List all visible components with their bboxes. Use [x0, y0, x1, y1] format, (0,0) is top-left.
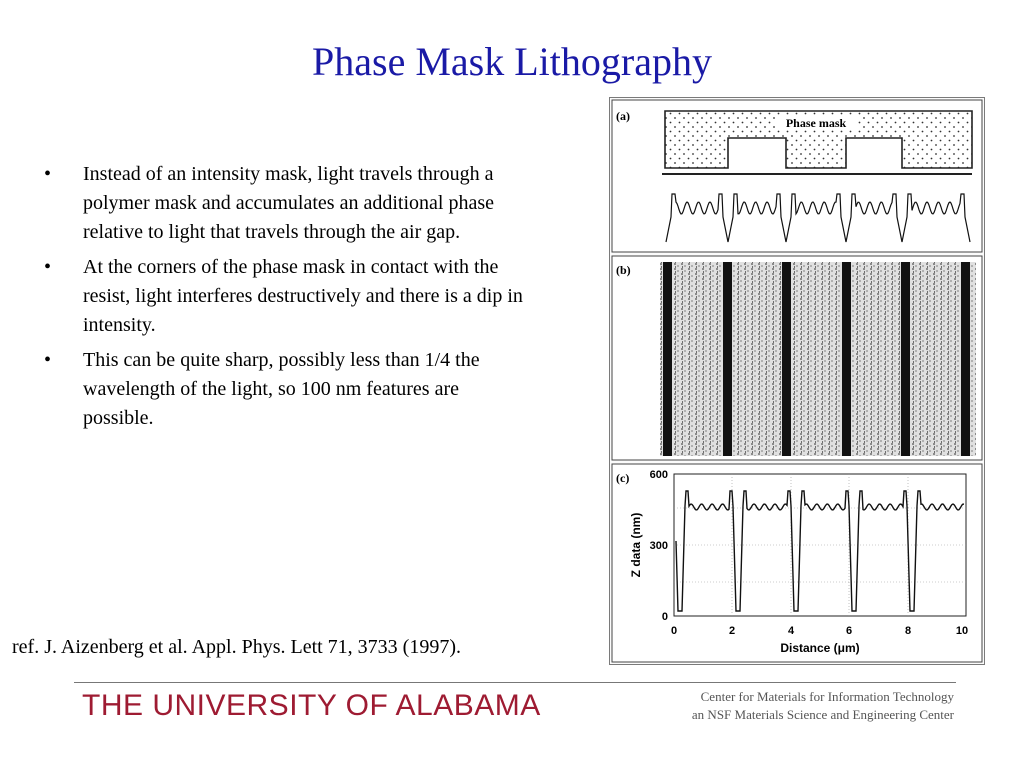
bullet-item: • At the corners of the phase mask in contact with the resist, light interferes destructively and there is a dip in intensity. [40, 253, 530, 340]
x-tick-label: 4 [787, 625, 795, 637]
x-tick-label: 10 [955, 625, 969, 637]
x-tick-label: 6 [845, 625, 853, 637]
micrograph-line [842, 262, 851, 456]
panel-a [612, 100, 982, 252]
y-tick-label: 300 [649, 540, 668, 552]
micrograph-line [663, 262, 672, 456]
y-tick-label: 0 [661, 611, 668, 623]
x-tick-label: 2 [728, 625, 736, 637]
panel-c-label: (c) [616, 471, 630, 485]
phase-mask-figure [609, 97, 985, 665]
phase-mask-label: Phase mask [785, 116, 847, 130]
reference-citation: ref. J. Aizenberg et al. Appl. Phys. Lett 71, 3733 (1997). [12, 636, 462, 658]
micrograph-line [782, 262, 791, 456]
micrograph-line [723, 262, 732, 456]
bullet-item: • Instead of an intensity mask, light travels through a polymer mask and accumulates an additional phase relative to light that travels through the air gap. [40, 160, 530, 247]
panel-c [612, 464, 982, 662]
y-tick-label: 600 [649, 469, 668, 481]
university-wordmark: THE UNIVERSITY OF ALABAMA [82, 689, 541, 722]
footer-divider [74, 682, 956, 683]
x-axis-label: Distance (μm) [780, 641, 860, 655]
x-tick-label: 8 [904, 625, 912, 637]
bullet-list [40, 160, 530, 439]
panel-b [612, 256, 982, 460]
slide-title: Phase Mask Lithography [312, 39, 712, 84]
micrograph-line [901, 262, 910, 456]
panel-b-label: (b) [616, 263, 631, 277]
bullet-item: • This can be quite sharp, possibly less than 1/4 the wavelength of the light, so 100 nm features are possible. [40, 346, 530, 433]
center-line-2: an NSF Materials Science and Engineering Center [691, 707, 954, 722]
micrograph-line [961, 262, 970, 456]
center-line-1: Center for Materials for Information Technology [700, 689, 954, 704]
panel-a-label: (a) [616, 109, 630, 123]
micrograph-texture [660, 262, 976, 456]
x-tick-label: 0 [670, 625, 678, 637]
y-axis-label: Z data (nm) [629, 512, 643, 578]
center-info [692, 688, 954, 724]
